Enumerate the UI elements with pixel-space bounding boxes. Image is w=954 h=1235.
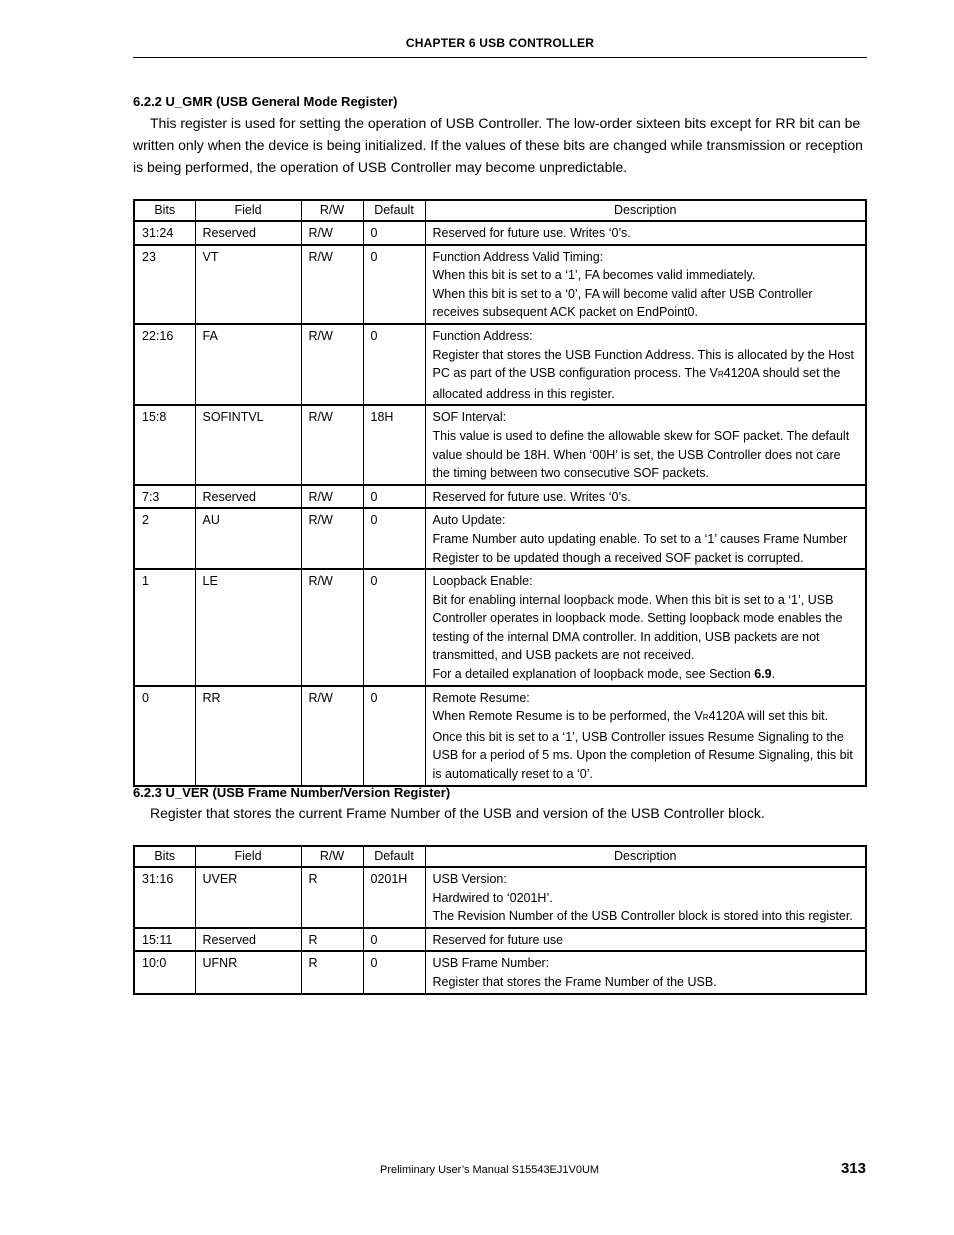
cell-rw-text: R/W xyxy=(308,328,333,343)
cell-rw xyxy=(301,951,363,993)
description-line: Reserved for future use. Writes ‘0’s. xyxy=(432,489,631,504)
cell-bits xyxy=(134,928,195,952)
cell-description xyxy=(425,405,866,484)
cell-bits xyxy=(134,686,195,786)
table-body xyxy=(134,221,866,786)
cell-field-text: UFNR xyxy=(202,956,238,971)
description-line: This value is used to define the allowable skew for SOF packet. The default xyxy=(432,428,850,443)
table-header-row xyxy=(134,200,866,221)
col-header-description: Description xyxy=(425,846,866,867)
cell-bits-text: 1 xyxy=(142,574,149,589)
paragraph-line: Register that stores the current Frame Number of the USB and version of the USB Controller block. xyxy=(150,805,765,821)
cell-rw xyxy=(301,928,363,952)
cell-field-text: RR xyxy=(202,690,221,705)
description-line: Register that stores the USB Function Address. This is allocated by the Host xyxy=(432,347,855,362)
description-line: Register to be updated though a received SOF packet is corrupted. xyxy=(432,550,804,565)
cell-default-text: 0 xyxy=(370,249,378,264)
chapter-header: CHAPTER 6 USB CONTROLLER xyxy=(405,36,595,50)
cell-rw-text: R xyxy=(308,956,318,971)
cell-default-text: 0 xyxy=(370,513,378,528)
cell-rw xyxy=(301,508,363,569)
col-header-default: Default xyxy=(363,846,425,867)
cell-bits-text: 0 xyxy=(142,690,149,705)
description-line: When this bit is set to a ‘1’, FA becomes valid immediately. xyxy=(432,268,756,283)
cell-field-text: FA xyxy=(202,328,218,343)
table-row xyxy=(134,928,866,952)
cell-default xyxy=(363,508,425,569)
cell-description xyxy=(425,686,866,786)
description-line: Reserved for future use. Writes ‘0’s. xyxy=(432,226,631,240)
description-line: Function Address: xyxy=(432,328,533,343)
cell-field-text: SOFINTVL xyxy=(202,410,264,425)
table-row xyxy=(134,485,866,509)
section-title-uver: 6.2.3 U_VER (USB Frame Number/Version Register) xyxy=(133,785,451,800)
description-line: When this bit is set to a ‘0’, FA will become valid after USB Controller xyxy=(432,286,813,301)
cell-default-text: 0 xyxy=(370,489,378,504)
cell-bits-text: 22:16 xyxy=(142,328,174,343)
cell-bits-text: 31:16 xyxy=(142,872,174,886)
cell-default-text: 0 xyxy=(370,226,378,240)
cell-default-text: 18H xyxy=(370,410,394,425)
table-row xyxy=(134,324,866,405)
description-line: Frame Number auto updating enable. To set to a ‘1’ causes Frame Number xyxy=(432,531,848,546)
table-body xyxy=(134,867,866,994)
header-rule xyxy=(133,57,867,58)
cell-field xyxy=(195,686,301,786)
cell-bits xyxy=(134,485,195,509)
cell-default-text: 0201H xyxy=(370,872,408,886)
cell-field-text: LE xyxy=(202,574,218,589)
cell-rw-text: R/W xyxy=(308,574,333,589)
description-line: Loopback Enable: xyxy=(432,574,533,589)
cell-default-text: 0 xyxy=(370,690,378,705)
table-row xyxy=(134,245,866,324)
cell-default xyxy=(363,405,425,484)
cell-bits xyxy=(134,867,195,928)
cell-rw xyxy=(301,485,363,509)
cell-field xyxy=(195,569,301,686)
description-line: Function Address Valid Timing: xyxy=(432,249,604,264)
cell-bits xyxy=(134,405,195,484)
table-row xyxy=(134,405,866,484)
cell-field xyxy=(195,245,301,324)
cell-default-text: 0 xyxy=(370,328,378,343)
cell-bits-text: 31:24 xyxy=(142,226,174,240)
cell-description xyxy=(425,508,866,569)
cell-rw xyxy=(301,324,363,405)
cell-description xyxy=(425,324,866,405)
cell-field-text: Reserved xyxy=(202,489,256,504)
cell-rw-text: R/W xyxy=(308,410,333,425)
cell-default-text: 0 xyxy=(370,932,378,947)
description-line: value should be 18H. When ‘00H’ is set, the USB Controller does not care xyxy=(432,447,841,462)
col-header-field: Field xyxy=(195,846,301,867)
col-header-description: Description xyxy=(425,200,866,221)
cell-bits xyxy=(134,951,195,993)
cell-bits-text: 10:0 xyxy=(142,956,167,971)
description-line: allocated address in this register. xyxy=(432,386,615,401)
cell-default xyxy=(363,928,425,952)
cell-bits-text: 15:8 xyxy=(142,410,167,425)
description-line: Hardwired to ‘0201H’. xyxy=(432,890,553,905)
cell-field xyxy=(195,485,301,509)
table-row xyxy=(134,508,866,569)
cell-description xyxy=(425,485,866,509)
footer-manual: Preliminary User’s Manual S15543EJ1V0UM xyxy=(380,1164,600,1176)
table-row xyxy=(134,951,866,993)
col-header-rw: R/W xyxy=(301,200,363,221)
cell-rw-text: R xyxy=(308,872,318,886)
description-line: SOF Interval: xyxy=(432,410,507,425)
cell-bits-text: 15:11 xyxy=(142,932,173,947)
cell-default xyxy=(363,686,425,786)
cell-rw-text: R/W xyxy=(308,226,333,240)
cell-field xyxy=(195,405,301,484)
col-header-bits: Bits xyxy=(134,846,195,867)
cell-default xyxy=(363,485,425,509)
cell-field xyxy=(195,951,301,993)
cell-description xyxy=(425,928,866,952)
description-line: The Revision Number of the USB Controller block is stored into this register. xyxy=(432,909,853,924)
description-line: Controller operates in loopback mode. Setting loopback mode enables the xyxy=(432,611,843,626)
paragraph-line: written only when the device is being initialized. If the values of these bits are changed while transmission or reception xyxy=(133,137,863,153)
section-paragraph-ugmr xyxy=(133,112,867,178)
col-header-rw: R/W xyxy=(301,846,363,867)
table-row xyxy=(134,221,866,245)
cell-field-text: VT xyxy=(202,249,219,264)
table-row xyxy=(134,867,866,928)
paragraph-line: is being performed, the operation of USB Controller may become unpredictable. xyxy=(133,159,628,175)
register-table-ugmr xyxy=(133,199,867,787)
description-line: the timing between two consecutive SOF packets. xyxy=(432,466,710,481)
table-header-row xyxy=(134,846,866,867)
register-table-uver xyxy=(133,845,867,995)
description-line: testing of the internal DMA controller. In addition, USB packets are not xyxy=(432,629,820,644)
table-row xyxy=(134,569,866,686)
cell-description xyxy=(425,867,866,928)
cell-description xyxy=(425,245,866,324)
page-number: 313 xyxy=(840,1160,866,1177)
paragraph-line: This register is used for setting the operation of USB Controller. The low-order sixteen bits except for RR bit can be xyxy=(150,115,861,131)
description-line: receives subsequent ACK packet on EndPoint0. xyxy=(432,305,698,320)
cell-rw xyxy=(301,405,363,484)
cell-description xyxy=(425,221,866,245)
description-line: For a detailed explanation of loopback mode, see Section 6.9. xyxy=(432,667,776,682)
cell-default-text: 0 xyxy=(370,574,378,589)
description-line: Once this bit is set to a ‘1’, USB Controller issues Resume Signaling to the xyxy=(432,729,844,744)
cell-rw xyxy=(301,867,363,928)
cell-default xyxy=(363,221,425,245)
cell-bits xyxy=(134,508,195,569)
cell-field-text: Reserved xyxy=(202,932,256,947)
description-line: Auto Update: xyxy=(432,513,506,528)
description-line: USB Version: xyxy=(432,872,507,886)
cell-rw-text: R/W xyxy=(308,513,333,528)
description-line: is automatically reset to a ‘0’. xyxy=(432,767,593,782)
cell-rw-text: R/W xyxy=(308,489,333,504)
cell-bits xyxy=(134,569,195,686)
cell-rw-text: R/W xyxy=(308,249,333,264)
description-line: transmitted, and USB packets are not received. xyxy=(432,648,695,663)
col-header-field: Field xyxy=(195,200,301,221)
cell-rw xyxy=(301,686,363,786)
cell-field-text: AU xyxy=(202,513,220,528)
cell-bits xyxy=(134,221,195,245)
cell-default xyxy=(363,324,425,405)
cell-description xyxy=(425,569,866,686)
description-line: USB Frame Number: xyxy=(432,956,550,971)
description-line: Register that stores the Frame Number of the USB. xyxy=(432,974,717,989)
cell-default xyxy=(363,245,425,324)
cell-rw xyxy=(301,569,363,686)
section-paragraph-uver xyxy=(133,802,867,824)
cell-rw-text: R xyxy=(308,932,318,947)
cell-rw xyxy=(301,221,363,245)
cell-field xyxy=(195,508,301,569)
cell-description xyxy=(425,951,866,993)
cell-bits-text: 2 xyxy=(142,513,149,528)
cell-default xyxy=(363,951,425,993)
cell-default xyxy=(363,569,425,686)
description-line: Reserved for future use xyxy=(432,932,564,947)
description-line: When Remote Resume is to be performed, the VR4120A will set this bit. xyxy=(432,709,829,724)
cell-field-text: Reserved xyxy=(202,226,256,240)
cell-bits xyxy=(134,324,195,405)
cell-field xyxy=(195,324,301,405)
description-line: Bit for enabling internal loopback mode. When this bit is set to a ‘1’, USB xyxy=(432,592,834,607)
cell-bits-text: 7:3 xyxy=(142,489,160,504)
col-header-bits: Bits xyxy=(134,200,195,221)
table-row xyxy=(134,686,866,786)
cell-field-text: UVER xyxy=(202,872,238,886)
cell-rw-text: R/W xyxy=(308,690,333,705)
cell-default-text: 0 xyxy=(370,956,378,971)
cell-field xyxy=(195,221,301,245)
col-header-default: Default xyxy=(363,200,425,221)
description-line: Remote Resume: xyxy=(432,690,530,705)
section-title-ugmr: 6.2.2 U_GMR (USB General Mode Register) xyxy=(133,94,398,109)
cell-default xyxy=(363,867,425,928)
cell-rw xyxy=(301,245,363,324)
cell-bits xyxy=(134,245,195,324)
cell-field xyxy=(195,928,301,952)
cell-bits-text: 23 xyxy=(142,249,156,264)
cell-field xyxy=(195,867,301,928)
description-line: USB for a period of 5 ms. Upon the completion of Resume Signaling, this bit xyxy=(432,748,853,763)
description-line: PC as part of the USB configuration process. The VR4120A should set the xyxy=(432,366,841,381)
